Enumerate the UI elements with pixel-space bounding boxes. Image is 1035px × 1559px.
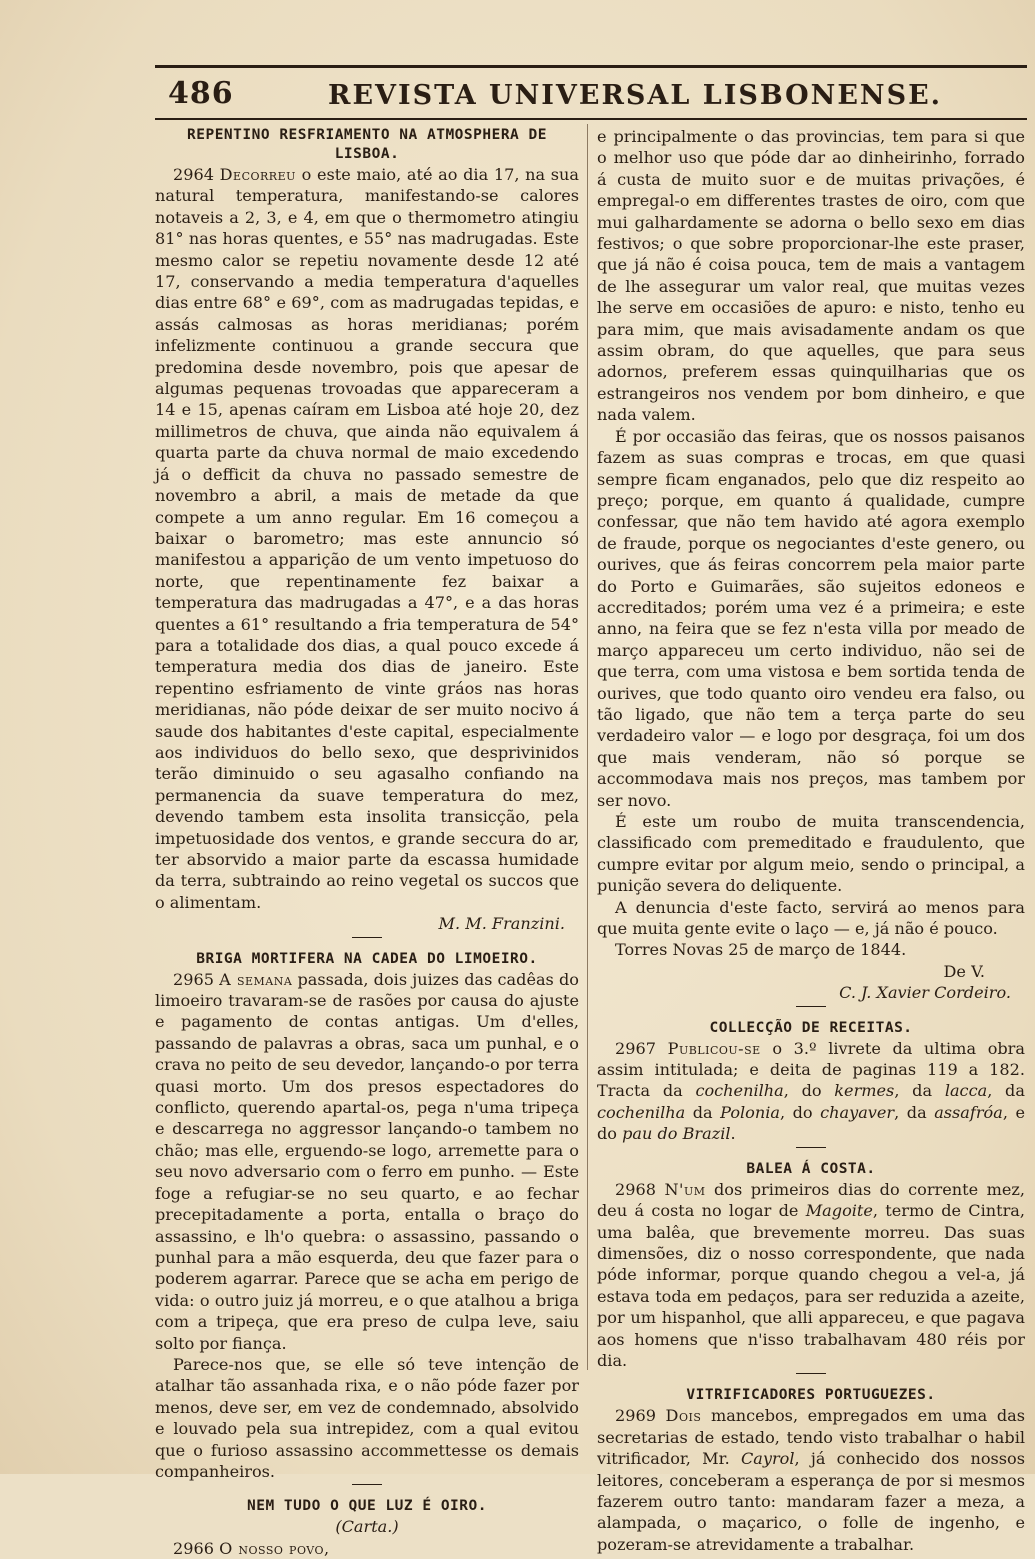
header-bottom-rule: [155, 118, 1027, 120]
article-number: 2969: [615, 1406, 656, 1426]
left-column: [155, 126, 579, 1559]
author-signature: C. J. Xavier Cordeiro.: [839, 983, 1011, 1003]
recipe-item: Polonia: [720, 1102, 780, 1122]
lead-word: N'um: [664, 1179, 706, 1199]
article-title: BALEA Á COSTA.: [746, 1160, 876, 1177]
lead-word: A semana: [219, 969, 293, 989]
paragraph-text: e principalmente o das provincias, tem para si que o melhor uso que póde dar ao dinheirinho, forrado á custa de muito suor e de muitas privações, é empregal-o em differentes trastes de oiro, com que mui galhardamente se adorna o bello sexo em dias festivos; o que sobre proporcionar-lhe este praser, que já não é coisa pouca, tem de mais a vantagem de lhe assegurar um valor real, que muitas vezes lhe serve em occasiões de apuro: e nisto, tenho eu para mim, que mais avisadamente andam os que assim obram, do que aquelles, que para seus adornos, preferem essas quinquilharias que os estrangeiros nos vendem por bom dinheiro, e que nada valem.: [597, 127, 1025, 425]
recipe-item: kermes: [834, 1081, 895, 1101]
lead-word: Dois: [665, 1406, 702, 1426]
header-top-rule: [155, 65, 1027, 68]
paragraph-text: o 3.º livrete da ultima obra assim intitulada; e deita de paginas 119 a 182. Tracta da: [597, 1038, 1025, 1101]
article-number: 2966: [173, 1538, 214, 1558]
section-rule: [352, 937, 382, 938]
recipe-item: lacca: [944, 1081, 988, 1101]
article-subtitle: (Carta.): [335, 1517, 399, 1537]
section-rule: [796, 1006, 826, 1007]
paragraph-text: , já conhecido dos nossos leitores, conceberam a esperança de por si mesmos fazerem outro tanto: mandaram fazer a meza, a alampada, o maçarico, o folle de ingenho, e pozeram-se atrevidamente a trabalhar.: [597, 1449, 1026, 1554]
recipe-item: cochenilha: [597, 1102, 686, 1122]
article-number: 2965: [173, 969, 214, 989]
article-body: [155, 164, 579, 913]
right-column: [597, 126, 1025, 1555]
page-header: [168, 72, 1023, 118]
dateline: Torres Novas 25 de março de 1844.: [615, 940, 907, 960]
paragraph-text: mancebos, empregados em uma das secretarias de estado, tendo visto trabalhar o habil vitrificador, Mr.: [597, 1406, 1025, 1469]
article-body: [597, 1179, 1025, 1372]
article-number: 2964: [173, 165, 214, 184]
paragraph-text: É por occasião das feiras, que os nossos paisanos fazem as suas compras e trocas, em que quasi sempre ficam enganados, pelo que diz respeito ao preço; porque, em quanto á qualidade, cumpre confessar, que não tem havido até agora exemplo de fraude, porque os negociantes d'este genero, ou ourives, que ás feiras concorrem pela maior parte do Porto e Guimarães, são sujeitos edoneos e accreditados; porém uma vez é a primeira; e este anno, na feira que se fez n'esta villa por meado de março appareceu um certo individuo, não sei de que terra, com uma vistosa e bem sortida tenda de ourives, que todo quanto oiro vendeu era falso, ou tão ligado, que não tem a terça parte do seu verdadeiro valor — e logo por desgraça, foi um dos que mais venderam, não só porque se accommodava mais nos preços, mas tambem por ser novo.: [597, 426, 1025, 810]
running-title: REVISTA UNIVERSAL LISBONENSE.: [328, 80, 943, 111]
paragraph-text: Parece-nos que, se elle só teve intenção de atalhar tão assanhada rixa, e o não póde fazer por menos, deve ser, em vez de condemnado, absolvido e louvado pela sua intrepidez, com a qual evitou que o furioso assassino accommettesse os demais companheiros.: [155, 1354, 579, 1481]
recipe-item: cochenilha: [695, 1081, 784, 1101]
section-rule: [796, 1373, 826, 1374]
article-number: 2967: [615, 1038, 656, 1058]
lead-word: Publicou-se: [667, 1038, 761, 1058]
section-rule: [796, 1147, 826, 1148]
paragraph-text: , termo de Cintra, uma balêa, que brevemente morreu. Das suas dimensões, diz o nosso correspondente, que nada póde informar, porque quando chegou a vel-a, já estava toda em pedaços, para ser reduzida a azeite, por um hispanhol, que alli appareceu, e que pagava aos homens que n'isso trabalhavam 480 réis por dia.: [597, 1201, 1025, 1370]
recipe-item: assafróa: [934, 1102, 1003, 1122]
paragraph-text: o este maio, até ao dia 17, na sua natural temperatura, manifestando-se calores notaveis a 2, 3, e 4, em que o thermometro atingiu 81° nas horas quentes, e 55° nas madrugadas. Este mesmo calor se repetiu novamente desde 12 até 17, conservando a media temperatura d'aquelles dias entre 68° e 69°, com as madrugadas tepidas, e assás calmosas as horas meridianas; porém infelizmente continuou a grande seccura que predomina desde novembro, pois que apesar de algumas pequenas trovoadas que appareceram a 14 e 15, apenas caíram em Lisboa até hoje 20, dez millimetros de chuva, que ainda não equivalem á quarta parte da chuva normal de maio excedendo já o defficit da chuva no passado semestre de novembro a abril, a mais de metade da que compete a um anno regular. Em 16 começou a baixar o barometro; mas este annuncio só manifestou a apparição de um vento impetuoso do norte, que repentinamente fez baixar a temperatura das madrugadas a 47°, e a das horas quentes a 61° resultando a fria temperatura de 54° para a totalidade dos dias, a qual pouco excede á temperatura media dos dias de janeiro. Este repentino esfriamento de vinte gráos nas horas meridianas, não póde deixar de ser muito nocivo á saude dos habitantes d'este capital, especialmente aos individuos do bello sexo, que desprivinidos terão diminuido o seu agasalho confiando na permanencia da suave temperatura do mez, devendo tambem esta insolita transicção, pela impetuosidade dos ventos, e grande seccura do ar, ter absorvido a maior parte da escassa humidade da terra, subtraindo ao reino vegetal os succos que o alimentam.: [155, 165, 579, 912]
lead-word: O nosso povo,: [219, 1538, 330, 1558]
paragraph-text: dos primeiros dias do corrente mez, deu á costa no logar de: [597, 1179, 1025, 1221]
paragraph-text: É este um roubo de muita transcendencia, classificado com premeditado e fraudulento, que cumpre evitar por algum meio, sendo o principal, a punição severa do deliquente.: [597, 812, 1025, 896]
article-body: 2967 Publicou-se o 3.º livrete da ultima obra assim intitulada; e deita de paginas 119 a 182. Tracta da cochenilha, do kermes, da lacca, da cochenilha da Polonia, do chayaver, da assafróa, e do pau do Brazil.: [597, 1038, 1026, 1144]
lead-word: Decorreu: [219, 165, 296, 184]
article-body: [155, 1538, 579, 1559]
person-name: Cayrol: [740, 1449, 795, 1469]
signoff: De V.: [943, 961, 985, 981]
article-title: NEM TUDO O QUE LUZ É OIRO.: [247, 1498, 487, 1515]
article-title: COLLECÇÃO DE RECEITAS.: [709, 1019, 913, 1036]
article-title: REPENTINO RESFRIAMENTO NA ATMOSPHERA DE LISBOA.: [187, 127, 547, 162]
recipe-item: pau do Brazil: [622, 1124, 731, 1144]
recipe-item: chayaver: [820, 1102, 895, 1122]
place-name: Magoite: [805, 1201, 873, 1221]
article-body: [155, 969, 579, 1354]
article-number: 2968: [615, 1179, 656, 1199]
author-signature: M. M. Franzini.: [438, 914, 565, 934]
article-title: BRIGA MORTIFERA NA CADEA DO LIMOEIRO.: [196, 950, 538, 967]
article-title: VITRIFICADORES PORTUGUEZES.: [686, 1387, 936, 1404]
column-divider: [587, 124, 588, 1370]
article-body: [597, 1405, 1025, 1555]
paragraph-text: A denuncia d'este facto, servirá ao menos para que muita gente evite o laço — e, já não é pouco.: [597, 897, 1025, 939]
section-rule: [352, 1484, 382, 1485]
paragraph-text: passada, dois juizes das cadêas do limoeiro travaram-se de rasões por causa do ajuste e pagamento de contas antigas. Um d'elles, passando de palavras a obras, saca um punhal, e o crava no peito de seu devedor, lançando-o por terra quasi morto. Um dos presos espectadores do conflicto, querendo apartal-os, pega n'uma tripeça e descarrega no aggressor lançando-o tambem no chão; mas elle, erguendo-se logo, arremette para o seu novo adversario com o ferro em punho. — Este foge a refugiar-se no seu quarto, e ao fechar precepitadamente a porta, entalla o braço do assassino, e lh'o quebra: o assassino, passando o punhal para a mão esquerda, deu que fazer para o poderem agarrar. Parece que se acha em perigo de vida: o outro juiz já morreu, e o que atalhou a briga com a tripeça, que era preso de culpa leve, saiu solto por fiança.: [155, 969, 579, 1353]
page-number: 486: [168, 76, 234, 111]
